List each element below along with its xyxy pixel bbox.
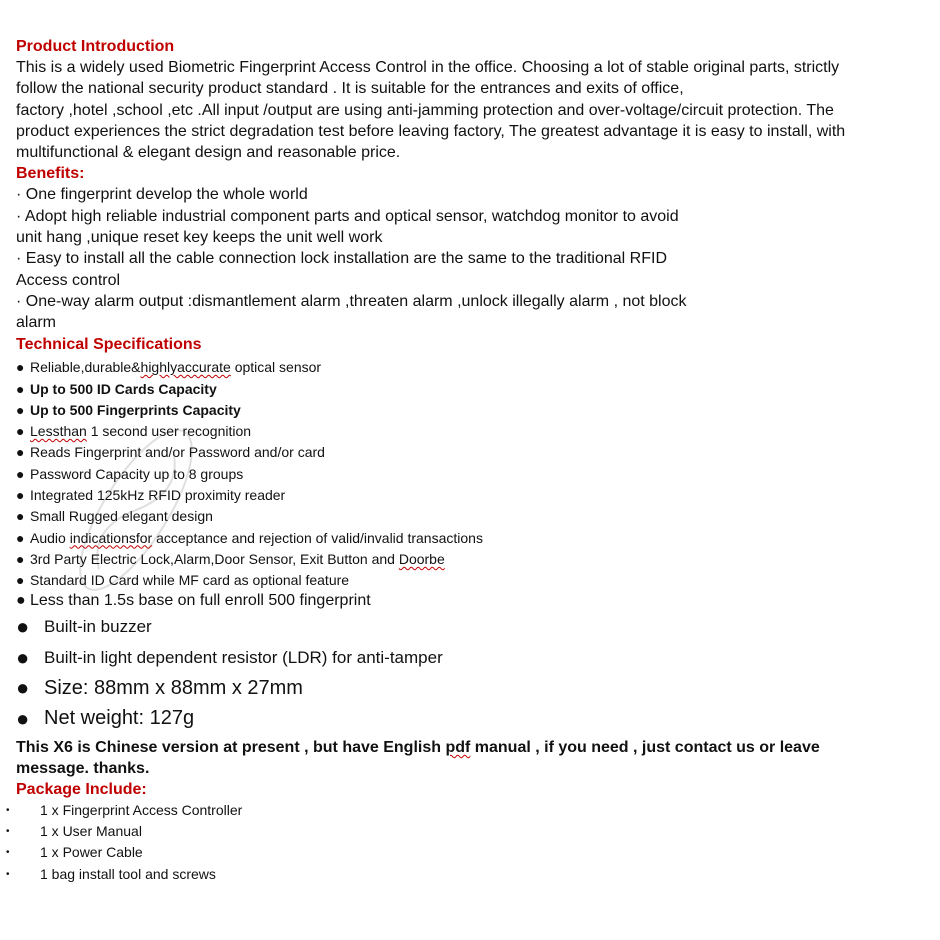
spec-item <box>16 463 926 484</box>
package-item <box>6 864 926 885</box>
spellcheck-mark: highlyaccurate <box>140 359 231 376</box>
package-item-text: 1 x User Manual <box>40 823 142 840</box>
bullet-icon: ● <box>16 423 25 440</box>
spec-text: Small Rugged elegant design <box>30 508 213 525</box>
intro-line: follow the national security product standard . It is suitable for the entrances and exits of office, <box>16 80 684 98</box>
specs-list <box>16 357 926 734</box>
spec-text: Audio indicationsfor acceptance and rejection of valid/invalid transactions <box>30 529 483 546</box>
intro-line: product experiences the strict degradation test before leaving factory, The greatest advantage it is easy to install, with <box>16 122 846 140</box>
package-item-text: 1 bag install tool and screws <box>40 865 216 882</box>
spec-item <box>16 642 926 673</box>
benefit-line: · Adopt high reliable industrial component parts and optical sensor, watchdog monitor to avoid <box>16 207 679 225</box>
spec-text: Lessthan 1 second user recognition <box>30 423 252 440</box>
bullet-icon: ● <box>16 550 25 567</box>
spec-text: 3rd Party Electric Lock,Alarm,Door Sensor, Exit Button and Doorbe <box>30 550 445 567</box>
spec-text: Less than 1.5s base on full enroll 500 fingerprint <box>30 592 371 610</box>
package-item <box>6 821 926 842</box>
spec-text: Integrated 125kHz RFID proximity reader <box>30 486 286 503</box>
benefit-line: · Easy to install all the cable connection lock installation are the same to the traditional RFID <box>16 250 667 268</box>
spec-text: Password Capacity up to 8 groups <box>30 465 244 482</box>
spec-item <box>16 570 926 591</box>
spec-text: Built-in light dependent resistor (LDR) for anti-tamper <box>44 647 443 667</box>
note-line: This X6 is Chinese version at present , but have English pdf manual , if you need , just contact us or leave <box>16 738 820 756</box>
spellcheck-mark: Lessthan <box>30 423 87 440</box>
bullet-icon: • <box>6 847 10 859</box>
benefit-line: unit hang ,unique reset key keeps the unit well work <box>16 229 383 247</box>
spec-text: Built-in buzzer <box>44 617 152 637</box>
package-heading: Package Include: <box>16 780 147 798</box>
bullet-icon: ● <box>16 508 25 525</box>
intro-line: multifunctional & elegant design and reasonable price. <box>16 144 401 162</box>
spec-text: Size: 88mm x 88mm x 27mm <box>44 676 303 699</box>
bullet-icon: ● <box>16 675 30 701</box>
bullet-icon: • <box>6 826 10 838</box>
intro-line: factory ,hotel ,school ,etc .All input /output are using anti-jamming protection and over-voltage/circuit protection. The <box>16 101 834 119</box>
spec-item <box>16 442 926 463</box>
spec-item <box>16 703 926 734</box>
spellcheck-mark: pdf <box>445 738 471 756</box>
bullet-icon: ● <box>16 465 25 482</box>
spec-item <box>16 527 926 548</box>
spec-item <box>16 548 926 569</box>
bullet-icon: • <box>6 804 10 816</box>
spellcheck-mark: Doorbe <box>398 550 445 567</box>
spec-item <box>16 378 926 399</box>
package-list <box>6 800 926 885</box>
bullet-icon: ● <box>16 705 30 731</box>
bullet-icon: ● <box>16 359 25 376</box>
benefit-line: · One-way alarm output :dismantlement alarm ,threaten alarm ,unlock illegally alarm , not block <box>16 292 687 310</box>
benefit-line: Access control <box>16 271 121 289</box>
bullet-icon: ● <box>16 529 25 546</box>
version-note <box>16 737 926 779</box>
specs-heading: Technical Specifications <box>16 335 202 353</box>
benefit-line: alarm <box>16 314 57 332</box>
package-item-text: 1 x Power Cable <box>40 844 143 861</box>
spec-item <box>16 591 926 612</box>
bullet-icon: • <box>6 868 10 880</box>
spec-text: Standard ID Card while MF card as optional feature <box>30 572 350 589</box>
intro-heading: Product Introduction <box>16 38 175 55</box>
package-item <box>6 800 926 821</box>
spec-item <box>16 673 926 704</box>
bullet-icon: ● <box>16 486 25 503</box>
spellcheck-mark: indicationsfor <box>69 529 153 546</box>
spec-text: Up to 500 Fingerprints Capacity <box>30 401 241 418</box>
spec-item <box>16 612 926 643</box>
spec-text: Reliable,durable&highlyaccurate optical sensor <box>30 359 322 376</box>
spec-text: Net weight: 127g <box>44 707 195 730</box>
bullet-icon: ● <box>16 644 30 670</box>
bullet-icon: ● <box>16 380 25 397</box>
spec-item <box>16 420 926 441</box>
benefits-heading: Benefits: <box>16 165 85 183</box>
benefits-list <box>16 184 926 333</box>
bullet-icon: ● <box>16 592 26 610</box>
bullet-icon: ● <box>16 401 25 418</box>
benefit-line: · One fingerprint develop the whole world <box>16 186 308 204</box>
spec-item <box>16 357 926 378</box>
intro-paragraph <box>16 57 926 163</box>
spec-text: Reads Fingerprint and/or Password and/or card <box>30 444 325 461</box>
package-item <box>6 842 926 863</box>
bullet-icon: ● <box>16 572 25 589</box>
spec-text: Up to 500 ID Cards Capacity <box>30 380 217 397</box>
package-item-text: 1 x Fingerprint Access Controller <box>40 801 243 818</box>
spec-item <box>16 506 926 527</box>
note-line: message. thanks. <box>16 759 150 777</box>
bullet-icon: ● <box>16 614 30 640</box>
product-description <box>6 36 926 885</box>
bullet-icon: ● <box>16 444 25 461</box>
intro-line: This is a widely used Biometric Fingerprint Access Control in the office. Choosing a lot of stable original parts, strictly <box>16 59 840 76</box>
spec-item <box>16 399 926 420</box>
spec-item <box>16 484 926 505</box>
